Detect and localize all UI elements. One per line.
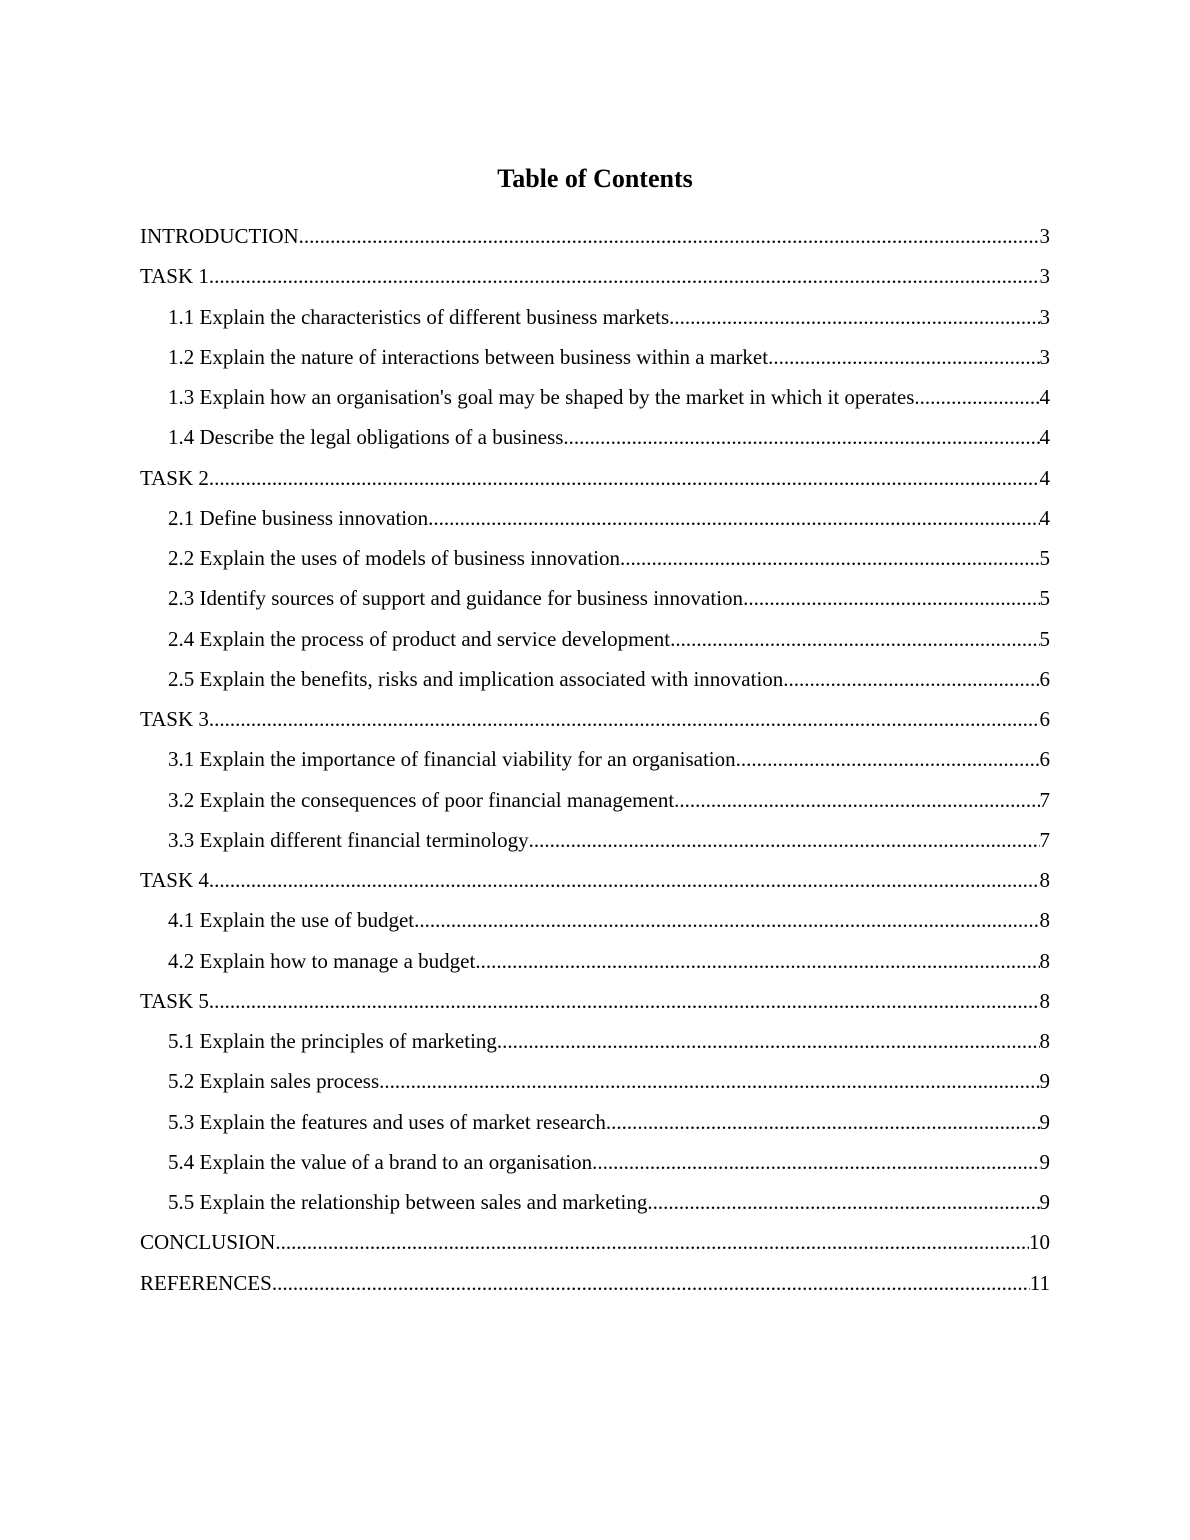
toc-entry[interactable] <box>140 1106 1050 1146</box>
toc-entry-page: 10 <box>1029 1230 1050 1255</box>
toc-entry[interactable] <box>140 381 1050 421</box>
toc-entry-label: 2.3 Identify sources of support and guidance for business innovation <box>168 586 744 611</box>
toc-leader-dots <box>209 864 1040 896</box>
toc-entry[interactable] <box>140 623 1050 663</box>
toc-entry-label: 2.1 Define business innovation <box>168 505 429 530</box>
toc-leader-dots <box>592 1146 1039 1178</box>
toc-entry-page: 4 <box>1039 385 1050 409</box>
toc-entry[interactable] <box>140 542 1050 582</box>
toc-entry-label: INTRODUCTION <box>140 224 299 248</box>
toc-entry-label: 3.2 Explain the consequences of poor financial management <box>168 787 675 812</box>
toc-entry-page: 9 <box>1039 1190 1050 1214</box>
toc-entry-page: 8 <box>1039 868 1050 892</box>
toc-entry[interactable] <box>140 904 1050 944</box>
toc-leader-dots <box>428 502 1039 534</box>
toc-entry-label: TASK 3 <box>140 707 209 731</box>
toc-entry-label: 3.3 Explain different financial terminology <box>168 827 529 852</box>
toc-entry-label: 5.2 Explain sales process <box>168 1069 380 1094</box>
toc-leader-dots <box>299 220 1040 252</box>
toc-leader-dots <box>209 703 1040 735</box>
toc-entry[interactable] <box>140 703 1050 743</box>
toc-entry-page: 3 <box>1039 264 1050 289</box>
toc-entry-page: 8 <box>1039 948 1050 973</box>
toc-entry-label: 4.2 Explain how to manage a budget <box>168 948 476 973</box>
toc-entry-page: 3 <box>1039 304 1050 329</box>
toc-entry[interactable] <box>140 502 1050 542</box>
toc-entry-page: 8 <box>1039 1029 1050 1053</box>
toc-entry-label: 5.5 Explain the relationship between sales and marketing <box>168 1190 648 1214</box>
toc-entry-page: 11 <box>1029 1270 1050 1295</box>
toc-entry-page: 6 <box>1039 666 1050 691</box>
toc-leader-dots <box>209 985 1040 1017</box>
toc-entry-label: CONCLUSION <box>140 1230 276 1255</box>
toc-leader-dots <box>497 1025 1040 1057</box>
toc-leader-dots <box>563 421 1039 453</box>
toc-entry-label: 1.3 Explain how an organisation's goal may be shaped by the market in which it operates <box>168 385 915 409</box>
toc-entry[interactable] <box>140 1146 1050 1186</box>
toc-entry-label: 3.1 Explain the importance of financial viability for an organisation <box>168 747 736 772</box>
toc-entry-label: 2.5 Explain the benefits, risks and implication associated with innovation <box>168 666 784 691</box>
toc-entry-label: 5.4 Explain the value of a brand to an organisation <box>168 1149 593 1174</box>
toc-leader-dots <box>272 1267 1030 1299</box>
toc-entry-page: 8 <box>1039 908 1050 933</box>
toc-entry-page: 3 <box>1039 224 1050 248</box>
toc-entry[interactable] <box>140 582 1050 622</box>
toc-leader-dots <box>670 623 1039 655</box>
toc-entry[interactable] <box>140 945 1050 985</box>
toc-entry-label: TASK 2 <box>140 465 209 490</box>
toc-entry-label: 4.1 Explain the use of budget <box>168 908 415 933</box>
toc-leader-dots <box>736 743 1040 775</box>
toc-entry[interactable] <box>140 341 1050 381</box>
toc-entry[interactable] <box>140 663 1050 703</box>
toc-entry-label: 5.1 Explain the principles of marketing <box>168 1029 497 1053</box>
toc-leader-dots <box>674 784 1039 816</box>
toc-entry-label: 5.3 Explain the features and uses of market research <box>168 1109 606 1134</box>
toc-leader-dots <box>209 260 1040 292</box>
toc-entry-label: 1.4 Describe the legal obligations of a business <box>168 425 564 450</box>
toc-entry[interactable] <box>140 743 1050 783</box>
toc-list <box>140 220 1050 1307</box>
toc-entry-page: 9 <box>1039 1149 1050 1174</box>
toc-leader-dots <box>768 341 1039 373</box>
toc-entry-page: 9 <box>1039 1069 1050 1094</box>
toc-entry-page: 7 <box>1039 827 1050 852</box>
toc-entry-label: 2.2 Explain the uses of models of business innovation <box>168 546 621 570</box>
toc-entry[interactable] <box>140 784 1050 824</box>
toc-entry-label: 1.2 Explain the nature of interactions between business within a market <box>168 344 769 369</box>
toc-entry[interactable] <box>140 985 1050 1025</box>
toc-entry-page: 5 <box>1039 626 1050 651</box>
toc-entry-page: 5 <box>1039 586 1050 611</box>
toc-title: Table of Contents <box>497 164 693 193</box>
toc-entry-label: REFERENCES <box>140 1270 272 1295</box>
toc-entry-page: 5 <box>1039 546 1050 570</box>
toc-entry[interactable] <box>140 1065 1050 1105</box>
toc-entry[interactable] <box>140 824 1050 864</box>
toc-entry-page: 7 <box>1039 787 1050 812</box>
toc-entry[interactable] <box>140 220 1050 260</box>
toc-entry[interactable] <box>140 301 1050 341</box>
toc-entry-page: 3 <box>1039 344 1050 369</box>
toc-leader-dots <box>914 381 1039 413</box>
toc-entry-page: 4 <box>1039 465 1050 490</box>
toc-entry-label: TASK 1 <box>140 264 209 289</box>
toc-entry-page: 9 <box>1039 1109 1050 1134</box>
toc-leader-dots <box>620 542 1039 574</box>
toc-entry-page: 4 <box>1039 425 1050 450</box>
toc-leader-dots <box>669 301 1039 333</box>
toc-leader-dots <box>743 582 1039 614</box>
toc-entry-page: 6 <box>1039 707 1050 731</box>
toc-entry[interactable] <box>140 1186 1050 1226</box>
toc-leader-dots <box>647 1186 1039 1218</box>
toc-entry-page: 8 <box>1039 988 1050 1013</box>
toc-entry[interactable] <box>140 1267 1050 1307</box>
toc-entry-page: 4 <box>1039 505 1050 530</box>
toc-entry[interactable] <box>140 864 1050 904</box>
toc-leader-dots <box>783 663 1039 695</box>
toc-entry[interactable] <box>140 421 1050 461</box>
toc-entry-label: 2.4 Explain the process of product and service development <box>168 626 671 651</box>
toc-entry-label: 1.1 Explain the characteristics of different business markets <box>168 304 670 329</box>
toc-entry-label: TASK 4 <box>140 868 209 892</box>
toc-leader-dots <box>414 904 1039 936</box>
toc-entry[interactable] <box>140 462 1050 502</box>
toc-entry-label: TASK 5 <box>140 988 209 1013</box>
toc-leader-dots <box>475 945 1039 977</box>
toc-entry-page: 6 <box>1039 747 1050 772</box>
toc-leader-dots <box>275 1226 1029 1258</box>
toc-leader-dots <box>379 1065 1039 1097</box>
toc-entry[interactable] <box>140 260 1050 300</box>
toc-leader-dots <box>529 824 1040 856</box>
toc-entry[interactable] <box>140 1025 1050 1065</box>
toc-leader-dots <box>606 1106 1040 1138</box>
toc-entry[interactable] <box>140 1226 1050 1266</box>
toc-leader-dots <box>209 462 1040 494</box>
